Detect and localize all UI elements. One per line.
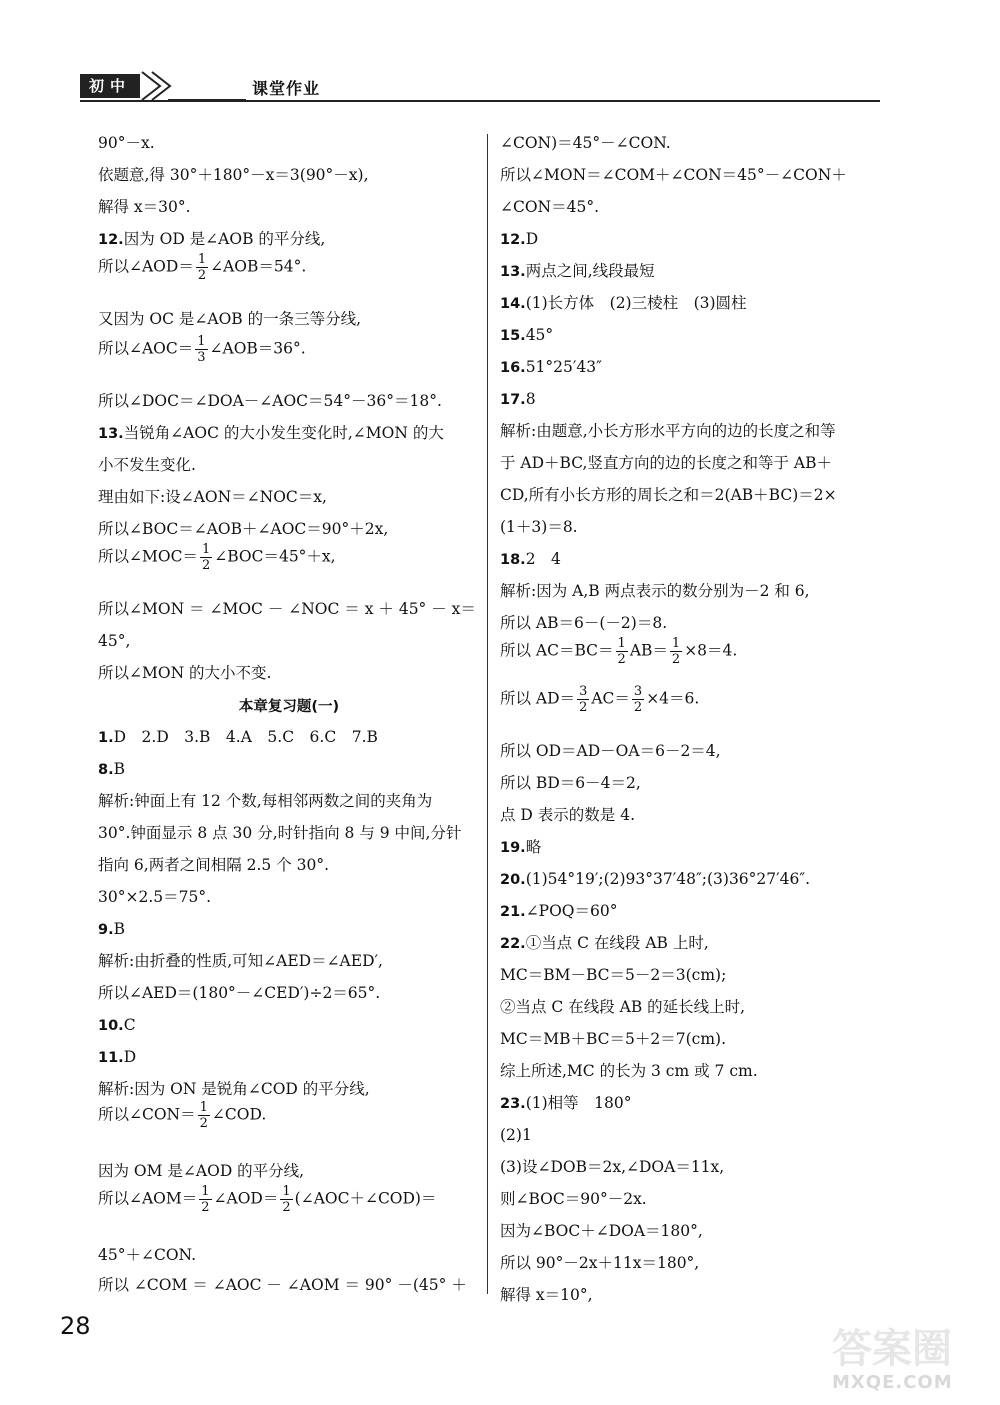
fraction: [670, 636, 682, 667]
expression-start: 所以 AD＝: [500, 689, 576, 708]
right-line: 所以 OD＝AD－OA＝6－2＝4,: [500, 742, 721, 760]
fraction: [196, 252, 208, 283]
answer-text: 45°: [525, 326, 554, 344]
right-line: [500, 836, 541, 859]
expression-end: ∠COD.: [211, 1105, 267, 1124]
answer-text: D: [525, 230, 539, 248]
fraction-denominator: 2: [197, 268, 207, 283]
fraction-denominator: 2: [617, 652, 626, 667]
right-line: [500, 388, 536, 411]
left-line: 所以∠AED＝(180°－∠CED′)÷2＝65°.: [98, 984, 381, 1002]
fraction-denominator: 2: [199, 1116, 208, 1131]
left-line: [98, 1100, 266, 1131]
right-line: 所以 AB＝6－(－2)＝8.: [500, 614, 668, 632]
right-line: [500, 356, 602, 379]
right-line: [500, 900, 618, 923]
right-line: ∠CON＝45°.: [500, 198, 600, 216]
fraction: [199, 1184, 211, 1215]
right-line: (2)1: [500, 1126, 532, 1144]
left-line: 解析:由折叠的性质,可知∠AED＝∠AED′,: [98, 952, 383, 970]
question-number: 13.: [500, 264, 526, 280]
right-line: [500, 324, 553, 347]
header-title: 课堂作业: [252, 79, 321, 98]
question-number: 23.: [500, 1096, 526, 1112]
expression-end: ∠AOB＝36°.: [209, 339, 306, 358]
question-number: 17.: [500, 392, 526, 408]
right-line: [500, 292, 747, 315]
answer-text: 2 4: [525, 550, 561, 568]
left-line: [98, 542, 336, 573]
column-divider: [487, 134, 488, 1294]
answer-text: 51°25′43″: [525, 358, 602, 376]
fraction: [195, 334, 207, 365]
question-number: 15.: [500, 328, 526, 344]
left-line: [98, 758, 125, 781]
expression-middle: AB＝: [629, 641, 668, 660]
expression-end: ∠BOC＝45°＋x,: [214, 547, 336, 566]
grade-badge: 初中: [80, 74, 140, 98]
answer-text: D 2.D 3.B 4.A 5.C 6.C 7.B: [113, 728, 378, 746]
right-line: 解得 x＝10°,: [500, 1286, 593, 1304]
left-line: 因为 OM 是∠AOD 的平分线,: [98, 1162, 305, 1180]
right-line: 于 AD＋BC,竖直方向的边的长度之和等于 AB＋: [500, 454, 832, 472]
expression-end: ×4＝6.: [646, 689, 700, 708]
expression-start: 所以 AC＝BC＝: [500, 641, 614, 660]
left-line: 解得 x＝30°.: [98, 198, 191, 216]
question-number: 16.: [500, 360, 526, 376]
fraction-denominator: 2: [201, 558, 211, 573]
expression-start: 所以∠MOC＝: [98, 547, 198, 566]
right-line: 所以∠MON＝∠COM＋∠CON＝45°－∠CON＋: [500, 166, 847, 184]
watermark-logo-text: 答案圈: [832, 1326, 952, 1372]
question-number: 8.: [98, 762, 114, 778]
expression-end: ×8＝4.: [684, 641, 738, 660]
question-number: 1.: [98, 730, 114, 746]
answer-text: ∠POQ＝60°: [525, 902, 618, 920]
fraction-numerator: 1: [671, 636, 681, 651]
fraction-numerator: 1: [197, 334, 206, 349]
fraction: [616, 636, 628, 667]
left-line: 45°＋∠CON.: [98, 1246, 197, 1264]
fraction-denominator: 2: [633, 700, 643, 715]
left-line: [98, 1184, 436, 1215]
answer-text: 因为 OD 是∠AOB 的平分线,: [123, 230, 326, 248]
right-line: [500, 868, 810, 891]
question-number: 21.: [500, 904, 526, 920]
left-line: 小不发生变化.: [98, 456, 196, 474]
question-number: 19.: [500, 840, 526, 856]
right-line: (3)设∠DOB＝2x,∠DOA＝11x,: [500, 1158, 725, 1176]
answer-text: (1)相等 180°: [525, 1094, 632, 1112]
question-number: 10.: [98, 1018, 124, 1034]
header-rule: [80, 100, 880, 102]
answer-text: C: [123, 1016, 136, 1034]
right-line: 所以 BD＝6－4＝2,: [500, 774, 641, 792]
question-number: 9.: [98, 922, 114, 938]
left-line: [98, 1046, 136, 1069]
question-number: 22.: [500, 936, 526, 952]
fraction-numerator: 3: [579, 684, 588, 699]
question-number: 18.: [500, 552, 526, 568]
fraction-denominator: 2: [201, 1200, 210, 1215]
question-number: 12.: [98, 232, 124, 248]
answer-text: B: [113, 920, 125, 938]
right-line: [500, 684, 699, 715]
left-line: 依题意,得 30°＋180°－x＝3(90°－x),: [98, 166, 369, 184]
right-line: [500, 932, 709, 955]
right-line: [500, 260, 655, 283]
answer-text: D: [123, 1048, 137, 1066]
left-line: 30°×2.5＝75°.: [98, 888, 212, 906]
right-line: 所以 90°－2x＋11x＝180°,: [500, 1254, 700, 1272]
left-line: 指向 6,两者之间相隔 2.5 个 30°.: [98, 856, 330, 874]
left-line: 所以∠MON ＝ ∠MOC － ∠NOC ＝ x ＋ 45° － x＝: [98, 600, 476, 618]
right-line: ∠CON)＝45°－∠CON.: [500, 134, 671, 152]
fraction-denominator: 2: [671, 652, 681, 667]
fraction: [198, 1100, 210, 1131]
answer-text: (1)54°19′;(2)93°37′48″;(3)36°27′46″.: [525, 870, 811, 888]
expression-start: 所以∠CON＝: [98, 1105, 196, 1124]
answer-text: (1)长方体 (2)三棱柱 (3)圆柱: [525, 294, 747, 312]
fraction-numerator: 3: [633, 684, 643, 699]
right-line: ②当点 C 在线段 AB 的延长线上时,: [500, 998, 746, 1016]
left-line: 解析:因为 ON 是锐角∠COD 的平分线,: [98, 1080, 370, 1098]
left-line: [98, 228, 325, 251]
left-line: [98, 918, 125, 941]
right-line: MC＝BM－BC＝5－2＝3(cm);: [500, 966, 727, 984]
page-number: 28: [60, 1312, 91, 1340]
left-line: 理由如下:设∠AON＝∠NOC＝x,: [98, 488, 327, 506]
left-line: 又因为 OC 是∠AOB 的一条三等分线,: [98, 310, 362, 328]
answer-text: 8: [525, 390, 536, 408]
expression-start: 所以∠AOD＝: [98, 257, 194, 276]
right-line: [500, 548, 561, 571]
expression-middle: ∠AOD＝: [213, 1189, 279, 1208]
fraction-numerator: 1: [617, 636, 626, 651]
right-line: 因为∠BOC＋∠DOA＝180°,: [500, 1222, 703, 1240]
expression-start: 所以∠AOC＝: [98, 339, 194, 358]
fraction-denominator: 3: [197, 350, 206, 365]
fraction: [280, 1184, 292, 1215]
answer-text: 当锐角∠AOC 的大小发生变化时,∠MON 的大: [123, 424, 444, 442]
fraction-numerator: 1: [197, 252, 207, 267]
right-line: 综上所述,MC 的长为 3 cm 或 7 cm.: [500, 1062, 758, 1080]
answer-text: 略: [525, 838, 542, 856]
expression-end: (∠AOC＋∠COD)＝: [294, 1189, 437, 1208]
left-line: 所以 ∠COM ＝ ∠AOC － ∠AOM ＝ 90° －(45° ＋: [98, 1276, 467, 1294]
left-line: [98, 422, 444, 445]
question-number: 20.: [500, 872, 526, 888]
expression-start: 所以∠AOM＝: [98, 1189, 198, 1208]
answer-text: 两点之间,线段最短: [525, 262, 655, 280]
fraction-denominator: 2: [579, 700, 588, 715]
answer-text: ①当点 C 在线段 AB 上时,: [525, 934, 709, 952]
expression-middle: AC＝: [591, 689, 630, 708]
fraction-numerator: 1: [199, 1100, 208, 1115]
question-number: 11.: [98, 1050, 124, 1066]
fraction-numerator: 1: [201, 542, 211, 557]
left-line: [98, 334, 306, 365]
left-line: 本章复习题(一): [238, 699, 340, 715]
left-line: [98, 252, 306, 283]
expression-end: ∠AOB＝54°.: [210, 257, 307, 276]
fraction: [200, 542, 212, 573]
left-line: [98, 1014, 136, 1037]
question-number: 12.: [500, 232, 526, 248]
right-line: 解析:因为 A,B 两点表示的数分别为－2 和 6,: [500, 582, 810, 600]
fraction-denominator: 2: [282, 1200, 291, 1215]
left-line: 30°.钟面显示 8 点 30 分,时针指向 8 与 9 中间,分针: [98, 824, 462, 842]
right-line: [500, 1092, 631, 1115]
right-line: [500, 636, 737, 667]
right-line: [500, 228, 538, 251]
question-number: 13.: [98, 426, 124, 442]
left-line: 所以∠MON 的大小不变.: [98, 664, 272, 682]
right-line: 解析:由题意,小长方形水平方向的边的长度之和等: [500, 422, 836, 440]
answer-text: B: [113, 760, 125, 778]
right-line: 则∠BOC＝90°－2x.: [500, 1190, 647, 1208]
watermark-site: MXQE.COM: [832, 1372, 953, 1393]
question-number: 14.: [500, 296, 526, 312]
right-line: 点 D 表示的数是 4.: [500, 806, 635, 824]
left-line: 解析:钟面上有 12 个数,每相邻两数之间的夹角为: [98, 792, 433, 810]
fraction-numerator: 1: [201, 1184, 210, 1199]
left-line: 45°,: [98, 632, 131, 650]
right-line: (1＋3)＝8.: [500, 518, 578, 536]
right-line: CD,所有小长方形的周长之和＝2(AB＋BC)＝2×: [500, 486, 837, 504]
page-header: [80, 70, 880, 102]
fraction: [632, 684, 644, 715]
fraction: [577, 684, 589, 715]
left-line: [98, 726, 378, 749]
left-line: 90°－x.: [98, 134, 155, 152]
right-line: MC＝MB＋BC＝5＋2＝7(cm).: [500, 1030, 727, 1048]
left-line: 所以∠BOC＝∠AOB＋∠AOC＝90°＋2x,: [98, 520, 389, 538]
double-chevron-icon: [138, 70, 248, 102]
left-line: 所以∠DOC＝∠DOA－∠AOC＝54°－36°＝18°.: [98, 392, 442, 410]
fraction-numerator: 1: [282, 1184, 291, 1199]
